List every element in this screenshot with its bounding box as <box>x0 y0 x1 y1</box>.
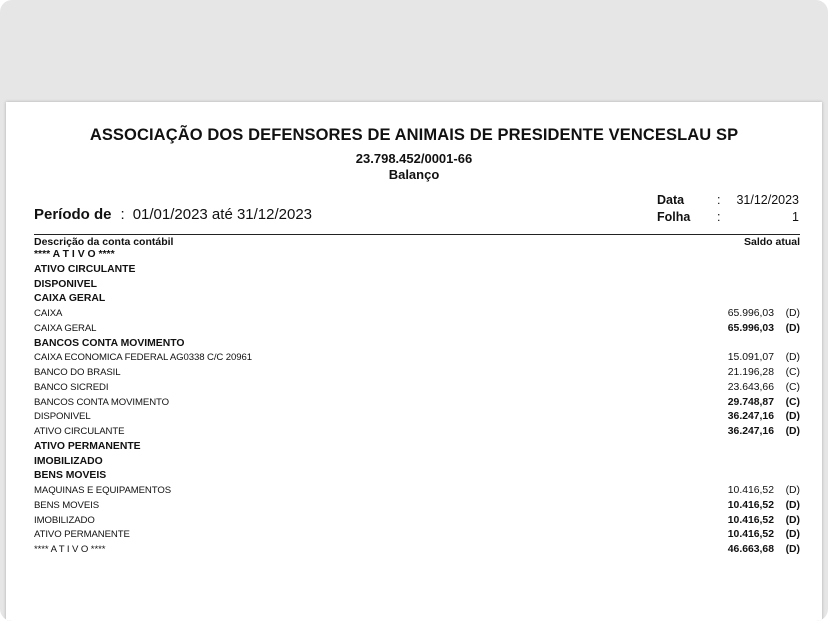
account-group-row <box>34 337 800 352</box>
account-row <box>34 543 800 558</box>
period-value: 01/01/2023 até 31/12/2023 <box>132 206 313 223</box>
balance-amount: 10.416,52 <box>727 529 774 541</box>
account-label: ATIVO CIRCULANTE <box>34 426 125 437</box>
account-group-row <box>34 469 800 484</box>
debit-credit-indicator: (D) <box>785 426 800 437</box>
debit-credit-indicator: (D) <box>785 514 800 526</box>
balance-amount: 10.416,52 <box>727 499 774 511</box>
account-row <box>34 499 800 514</box>
account-row <box>34 425 800 440</box>
account-row <box>34 484 800 499</box>
account-label: CAIXA GERAL <box>34 322 97 334</box>
account-label: BANCOS CONTA MOVIMENTO <box>34 396 169 408</box>
balance-amount: 10.416,52 <box>727 514 774 526</box>
balance-amount: 36.247,16 <box>727 426 774 437</box>
account-balance <box>728 396 800 411</box>
account-balance <box>728 381 800 396</box>
account-label: DISPONIVEL <box>34 278 97 290</box>
account-group-row <box>34 455 800 470</box>
debit-credit-indicator: (D) <box>785 499 800 511</box>
account-label: **** A T I V O **** <box>34 249 115 260</box>
balance-column-header: Saldo atual <box>743 236 800 248</box>
account-label: CAIXA <box>34 308 63 319</box>
account-row <box>34 351 800 366</box>
account-group-row <box>34 292 800 307</box>
debit-credit-indicator: (C) <box>785 367 800 378</box>
account-row <box>34 410 800 425</box>
debit-credit-indicator: (D) <box>785 544 800 555</box>
account-label: CAIXA GERAL <box>34 293 106 305</box>
account-label: BANCO SICREDI <box>34 381 109 393</box>
account-balance <box>728 410 800 425</box>
account-label: ATIVO CIRCULANTE <box>34 263 136 275</box>
description-column-header: Descrição da conta contábil <box>34 236 174 248</box>
account-label: BANCO DO BRASIL <box>34 367 121 378</box>
balance-amount: 36.247,16 <box>727 411 774 423</box>
account-balance <box>728 499 800 514</box>
account-label: CAIXA ECONOMICA FEDERAL AG0338 C/C 20961 <box>34 352 252 364</box>
account-label: ATIVO PERMANENTE <box>34 440 141 452</box>
sheet-value: 1 <box>792 210 799 224</box>
period-line <box>34 206 312 223</box>
account-group-row <box>34 248 800 263</box>
account-row <box>34 381 800 396</box>
account-group-row <box>34 263 800 278</box>
account-row <box>34 322 800 337</box>
account-row <box>34 366 800 381</box>
debit-credit-indicator: (D) <box>785 411 800 423</box>
account-label: BENS MOVEIS <box>34 470 107 482</box>
balance-amount: 65.996,03 <box>727 308 774 319</box>
date-colon: : <box>717 193 721 207</box>
account-label: DISPONIVEL <box>34 411 91 423</box>
balance-amount: 10.416,52 <box>727 485 774 496</box>
column-header <box>34 234 800 249</box>
account-balance <box>728 484 800 499</box>
debit-credit-indicator: (D) <box>785 308 800 319</box>
account-row <box>34 514 800 529</box>
account-label: IMOBILIZADO <box>34 514 95 526</box>
balance-amount: 29.748,87 <box>727 396 774 408</box>
sheet-colon: : <box>717 210 721 224</box>
account-balance <box>728 307 800 322</box>
report-name: Balanço <box>388 167 440 182</box>
account-label: MAQUINAS E EQUIPAMENTOS <box>34 485 172 496</box>
balance-amount: 23.643,66 <box>727 381 774 393</box>
organization-title: ASSOCIAÇÃO DOS DEFENSORES DE ANIMAIS DE PRESIDENTE VENCESLAU SP <box>89 126 739 144</box>
account-balance <box>728 543 800 558</box>
account-group-row <box>34 440 800 455</box>
sheet-label: Folha <box>657 210 691 224</box>
account-balance <box>728 425 800 440</box>
report-page <box>6 102 822 621</box>
period-label: Período de <box>34 206 112 223</box>
balance-amount: 65.996,03 <box>727 322 774 334</box>
account-list <box>34 248 800 558</box>
account-label: IMOBILIZADO <box>34 455 103 467</box>
date-value: 31/12/2023 <box>736 193 799 207</box>
balance-amount: 46.663,68 <box>727 544 774 555</box>
account-balance <box>728 528 800 543</box>
account-label: ATIVO PERMANENTE <box>34 529 130 541</box>
account-balance <box>728 366 800 381</box>
debit-credit-indicator: (C) <box>785 381 800 393</box>
account-label: **** A T I V O **** <box>34 544 106 555</box>
debit-credit-indicator: (D) <box>785 322 800 334</box>
balance-amount: 15.091,07 <box>727 352 774 364</box>
debit-credit-indicator: (D) <box>785 352 800 364</box>
account-row <box>34 307 800 322</box>
account-row <box>34 396 800 411</box>
account-group-row <box>34 278 800 293</box>
balance-amount: 21.196,28 <box>727 367 774 378</box>
account-balance <box>728 351 800 366</box>
debit-credit-indicator: (D) <box>785 529 800 541</box>
account-row <box>34 528 800 543</box>
account-label: BANCOS CONTA MOVIMENTO <box>34 337 185 349</box>
period-colon: : <box>120 206 125 223</box>
account-balance <box>728 514 800 529</box>
debit-credit-indicator: (C) <box>785 396 800 408</box>
account-balance <box>728 322 800 337</box>
date-label: Data <box>657 193 685 207</box>
account-label: BENS MOVEIS <box>34 499 100 511</box>
cnpj-number: 23.798.452/0001-66 <box>355 151 473 166</box>
debit-credit-indicator: (D) <box>785 485 800 496</box>
